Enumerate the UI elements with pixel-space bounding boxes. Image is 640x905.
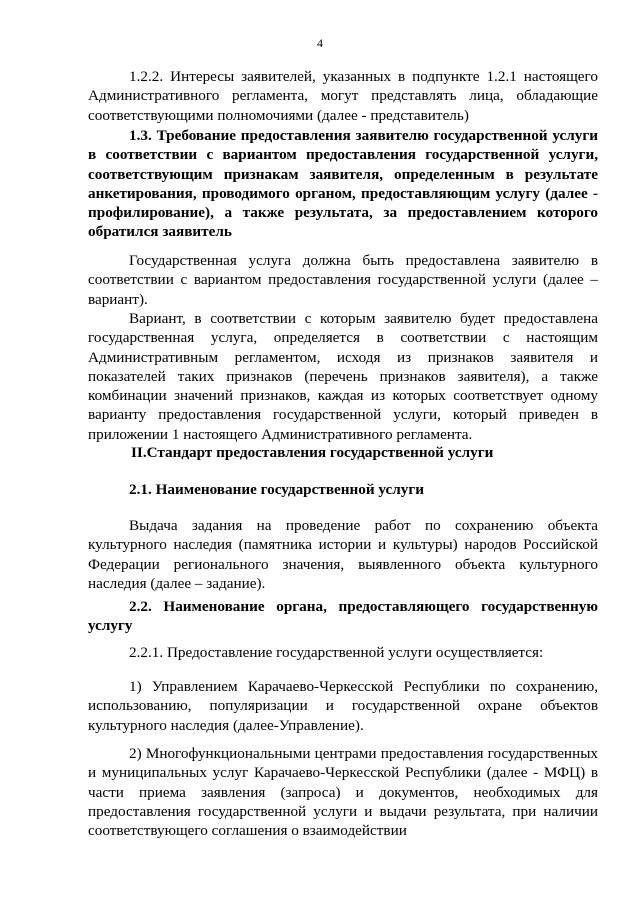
heading-2-2: 2.2. Наименование органа, предоставляющего государственную услугу [88, 598, 598, 635]
heading-1-3: 1.3. Требование предоставления заявителю государственной услуги в соответствии с вариантом предоставления государственной услуги, соответствующим признакам заявителя, определенным в результате анкетирования, проводимого органом, предоставляющим услугу (далее - профилирование), а также результата, за предоставлением которого обратился заявитель [88, 127, 598, 241]
paragraph-variant-intro: Государственная услуга должна быть предоставлена заявителю в соответствии с вариантом предоставления государственной услуги (далее – вариант). [88, 252, 598, 308]
paragraph-service-name: Выдача задания на проведение работ по сохранению объекта культурного наследия (памятника истории и культуры) народов Российской Федерации регионального значения, выявленного объекта культурного наследия (далее – задание). [88, 517, 598, 592]
paragraph-1-2-2: 1.2.2. Интересы заявителей, указанных в подпункте 1.2.1 настоящего Административного регламента, могут представлять лица, обладающие соответствующими полномочиями (далее - представитель) [88, 68, 598, 124]
list-item-2: 2) Многофункциональными центрами предоставления государственных и муниципальных услуг Карачаево-Черкесской Республики (далее - МФЦ) в части приема заявления (запроса) и документов, необходимых для предоставления государственной услуги и выдачи результата, при наличии соответствующего соглашения о взаимодействии [88, 745, 598, 840]
page-number: 4 [317, 36, 323, 50]
paragraph-2-2-1: 2.2.1. Предоставление государственной услуги осуществляется: [129, 644, 544, 661]
heading-2-1: 2.1. Наименование государственной услуги [129, 481, 425, 498]
list-item-1: 1) Управлением Карачаево-Черкесской Республики по сохранению, использованию, популяризации и государственной охране объектов культурного наследия (далее-Управление). [88, 678, 598, 734]
paragraph-variant-definition: Вариант, в соответствии с которым заявителю будет предоставлена государственная услуга, определяется в соответствии с настоящим Административным регламентом, исходя из признаков заявителя и показателей таких признаков (перечень признаков заявителя), а также комбинации значений признаков, каждая из которых соответствует одному варианту предоставления государственной услуги, который приведен в приложении 1 настоящего Административного регламента. [88, 310, 598, 443]
section-heading-ii: II.Стандарт предоставления государственной услуги [131, 444, 494, 461]
